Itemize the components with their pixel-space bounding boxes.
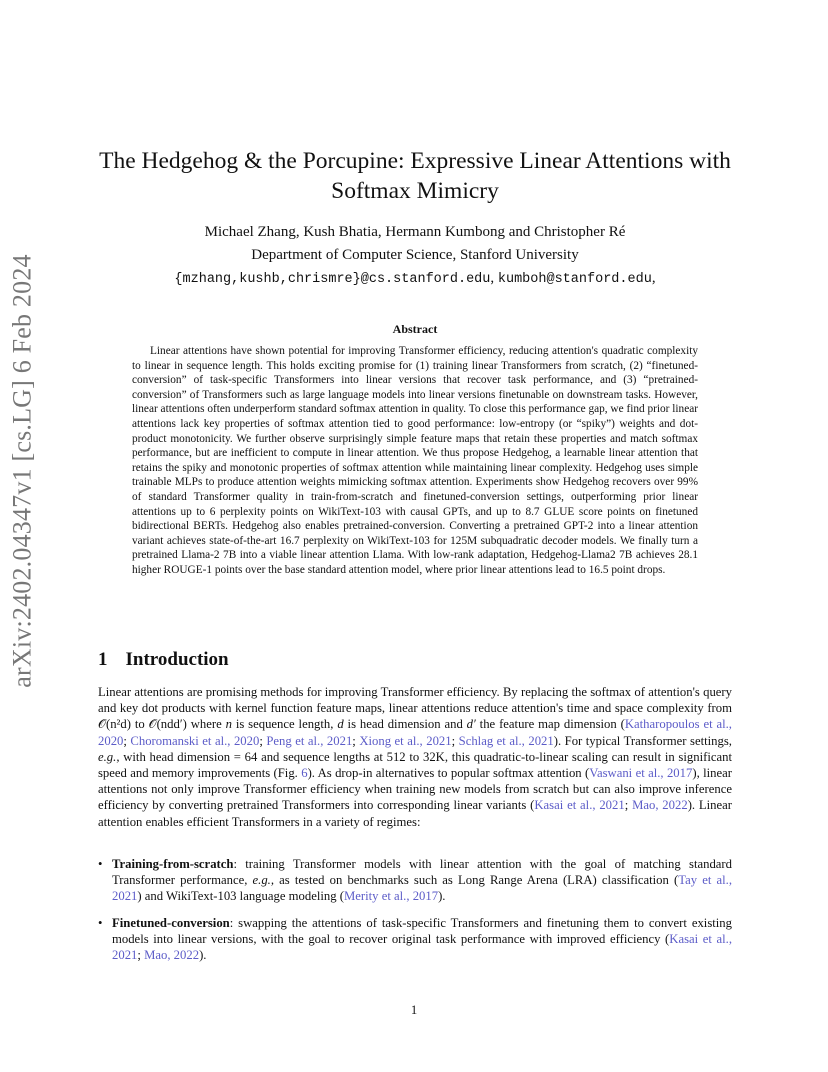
intro-text: ; <box>123 733 131 748</box>
email-trailing: , <box>651 270 656 286</box>
citation-link[interactable]: Merity et al., 2017 <box>343 889 439 904</box>
intro-text: where <box>186 717 226 732</box>
abstract-heading: Abstract <box>392 322 438 336</box>
bullet-text: ) and WikiText-103 language modeling ( <box>137 889 344 904</box>
bullet-item-finetuned-conversion <box>98 915 732 964</box>
section-number: 1 <box>98 649 108 670</box>
bullet-term: Training-from-scratch <box>112 857 234 871</box>
introduction-paragraph <box>98 684 732 830</box>
citation-link[interactable]: Tay et al., 2021 <box>112 873 733 904</box>
citation-link[interactable]: Choromanski et al., 2020 <box>130 733 260 748</box>
intro-text: ). For typical Transformer settings, <box>553 733 732 748</box>
citation-link[interactable]: Kasai et al., 2021 <box>112 931 733 963</box>
intro-text: ; <box>352 733 360 748</box>
citation-link[interactable]: Xiong et al., 2021 <box>359 733 452 748</box>
author-emails <box>90 270 740 287</box>
intro-text: the feature map dimension ( <box>475 717 625 732</box>
paper-title: The Hedgehog & the Porcupine: Expressive Linear Attentions with Softmax Mimicry <box>99 148 731 204</box>
citation-link[interactable]: Peng et al., 2021 <box>266 733 353 748</box>
regime-bullet-list <box>98 856 732 973</box>
bullet-term: Finetuned-conversion <box>112 915 230 930</box>
intro-math: 𝒪(ndd′) <box>148 717 187 732</box>
figure-reference-link[interactable]: 6 <box>301 766 308 781</box>
bullet-text: : training Transformer models with linear attention with the goal of matching standard Transformer performance, <box>112 857 732 888</box>
section-heading-introduction <box>98 649 229 671</box>
email-single[interactable]: kumboh@stanford.edu <box>497 272 652 287</box>
bullet-text: ). <box>199 948 207 963</box>
bullet-item-training-from-scratch <box>98 856 732 905</box>
intro-text: ; <box>451 733 459 748</box>
intro-math-var: d′ <box>466 717 476 732</box>
intro-math: 𝒪(n²d) <box>98 717 131 732</box>
affiliation: Department of Computer Science, Stanford University <box>251 247 579 263</box>
citation-link[interactable]: Kasai et al., 2021 <box>534 798 625 813</box>
citation-link[interactable]: Schlag et al., 2021 <box>458 733 554 748</box>
citation-link[interactable]: Mao, 2022 <box>144 948 200 963</box>
intro-text: with head dimension = 64 and sequence lengths at 512 to 32K, this quadratic-to-linear scaling can result in significant speed and memory improvements (Fig. <box>98 749 732 781</box>
section-title: Introduction <box>125 649 229 670</box>
intro-text: ; <box>259 733 267 748</box>
intro-math-var: d <box>337 717 344 732</box>
bullet-dot-icon: • <box>98 857 103 871</box>
arxiv-identifier-stamp <box>3 253 43 688</box>
intro-text: Linear attentions are promising methods for improving Transformer efficiency. By replacing the softmax of attention's query and key dot products with kernel function feature maps, linear attentions reduce attention's time and space complexity from <box>98 685 732 716</box>
bullet-emphasis: e.g., <box>252 873 275 888</box>
abstract-text: Linear attentions have shown potential for improving Transformer efficiency, reducing attention's quadratic complexity to linear in sequence length. This holds exciting promise for (1) training linear Transformers from scratch, (2) “finetuned-conversion” of task-specific Transformers into linear versions that recover task performance, and (3) “pretrained-conversion” of Transformers such as large language models into linear versions finetunable on downstream tasks. However, linear attentions often underperform standard softmax attention in quality. To close this performance gap, we find prior linear attentions lack key properties of softmax attention tied to good performance: low-entropy (or “spiky”) weights and dot-product monotonicity. We further observe surprisingly simple feature maps that retain these properties and match softmax performance, but are inefficient to compute in linear attention. We thus propose Hedgehog, a learnable linear attention that retains the spiky and monotonic properties of softmax attention while maintaining linear complexity. Hedgehog uses simple trainable MLPs to produce attention weights mimicking softmax attention. Experiments show Hedgehog recovers over 99% of standard Transformer quality in train-from-scratch and finetuned-conversion settings, outperforming prior linear attentions up to 6 perplexity points on WikiText-103 with causal GPTs, and up to 8.7 GLUE score points on finetuned bidirectional BERTs. Hedgehog also enables pretrained-conversion. Converting a pretrained GPT-2 into a linear attention variant achieves state-of-the-art 16.7 perplexity on WikiText-103 for 125M subquadratic decoder models. We finally turn a pretrained Llama-2 7B into a viable linear attention Llama. With low-rank adaptation, Hedgehog-Llama2 7B achieves 28.1 higher ROUGE-1 points over the base standard attention model, where prior linear attentions lead to 16.5 point drops. <box>132 345 698 576</box>
intro-text: is sequence length, <box>231 717 338 732</box>
email-separator: , <box>490 270 498 286</box>
page-number: 1 <box>410 1003 418 1017</box>
intro-text: ). Linear attention enables efficient Transformers in a variety of regimes: <box>98 798 732 829</box>
citation-link[interactable]: Mao, 2022 <box>632 798 688 813</box>
intro-text: to <box>130 717 149 732</box>
bullet-dot-icon: • <box>98 915 103 930</box>
intro-text: is head dimension and <box>343 717 467 732</box>
bullet-text: : swapping the attentions of task-specific Transformers and finetuning them to convert existing models into linear versions, with the goal to recover original task performance with improved efficiency ( <box>112 915 732 946</box>
intro-text: ), linear attentions not only improve Transformer efficiency when training new models from scratch but can also improve inference efficiency by converting pretrained Transformers into corresponding linear variants ( <box>98 766 732 813</box>
bullet-text: ; <box>137 948 145 963</box>
bullet-text: as tested on benchmarks such as Long Range Arena (LRA) classification ( <box>274 873 679 888</box>
citation-link[interactable]: Vaswani et al., 2017 <box>589 766 693 781</box>
bullet-text: ). <box>438 889 446 904</box>
intro-text: ; <box>624 798 633 813</box>
intro-math-var: n <box>225 717 232 732</box>
arxiv-stamp-text: arXiv:2402.04347v1 [cs.LG] 6 Feb 2024 <box>8 253 37 688</box>
citation-link[interactable]: Katharopoulos et al., 2020 <box>98 717 732 748</box>
intro-emphasis: e.g., <box>98 749 120 764</box>
author-list: Michael Zhang, Kush Bhatia, Hermann Kumbong and Christopher Ré <box>204 224 626 240</box>
intro-text: ). As drop-in alternatives to popular softmax attention ( <box>307 766 590 781</box>
email-group[interactable]: {mzhang,kushb,chrismre}@cs.stanford.edu <box>174 272 491 287</box>
